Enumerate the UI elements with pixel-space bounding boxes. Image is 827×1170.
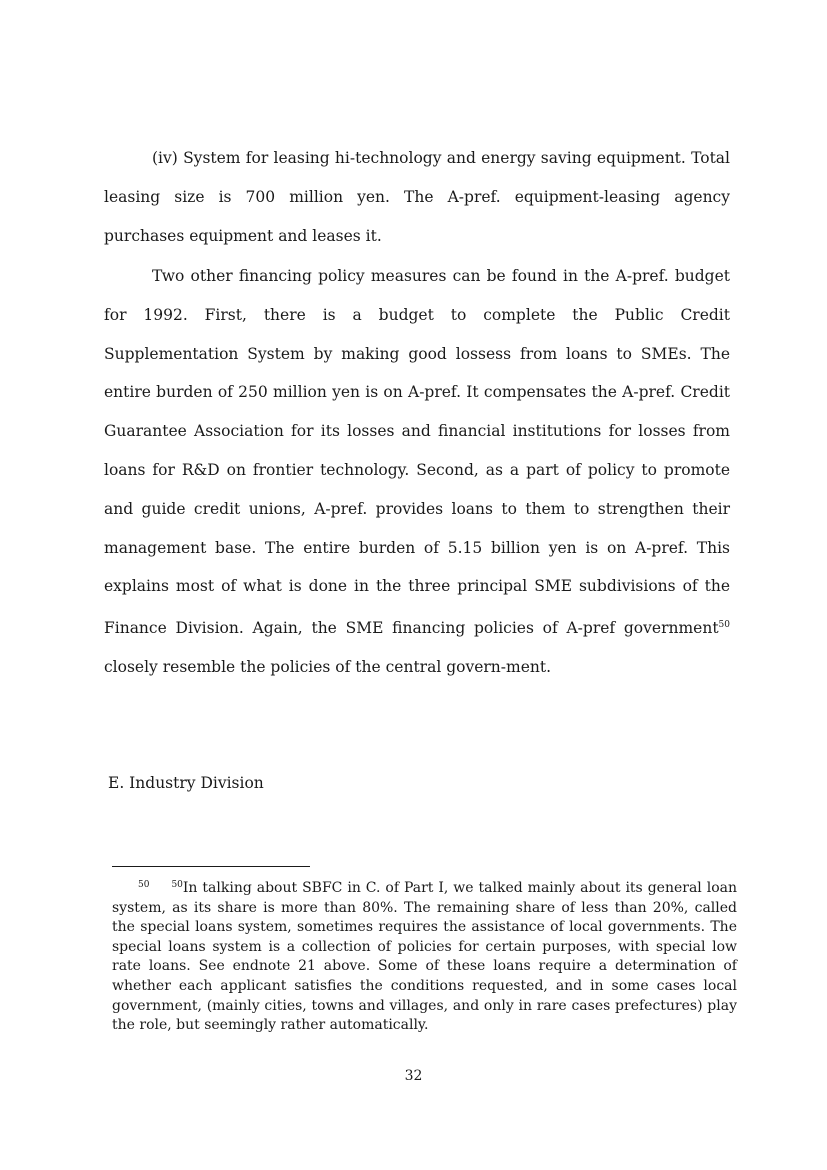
paragraph-financing-text-after: closely resemble the policies of the central govern-ment. [104, 657, 552, 676]
footnote-number: 50 [138, 880, 150, 890]
paragraph-leasing-system [104, 139, 730, 255]
paragraph-financing-text-before: Two other financing policy measures can be found in the A-pref. budget for 1992. First, there is a budget to complete the Public Credit Supplementation System by making good lossess from loans to SMEs. The entire burden of 250 million yen is on A-pref. It compensates the A-pref. Credit Guarantee Association for its losses and financial institutions for losses from loans for R&D on frontier technology. Second, as a part of policy to promote and guide credit unions, A-pref. provides loans to them to strengthen their management base. The entire burden of 5.15 billion yen is on A-pref. This explains most of what is done in the three principal SME subdivisions of the Finance Division. Again, the SME financing policies of A-pref government [104, 267, 730, 638]
paragraph-financing-measures [104, 257, 730, 687]
footnote [112, 876, 737, 1036]
footnote-divider [112, 866, 310, 867]
section-heading: E. Industry Division [108, 774, 264, 792]
footnote-reference: 50 [718, 620, 730, 631]
footnote-text: In talking about SBFC in C. of Part I, we talked mainly about its general loan system, as its share is more than 80%. The remaining share of less than 20%, called the special loans system, sometimes requires the assistance of local governments. The special loans system is a collection of policies for certain purposes, with special low rate loans. See endnote 21 above. Some of these loans require a determination of whether each applicant satisfies the conditions requested, and in some cases local government, (mainly cities, towns and villages, and only in rare cases prefectures) play the role, but seemingly rather automatically. [112, 880, 737, 1034]
page-number: 32 [404, 1068, 423, 1084]
footnote-marker: 50 [171, 880, 183, 890]
paragraph-leasing-system-text: (iv) System for leasing hi-technology and energy saving equipment. Total leasing size is 700 million yen. The A-pref. equipment-leasing agency purchases equipment and leases it. [104, 149, 730, 245]
